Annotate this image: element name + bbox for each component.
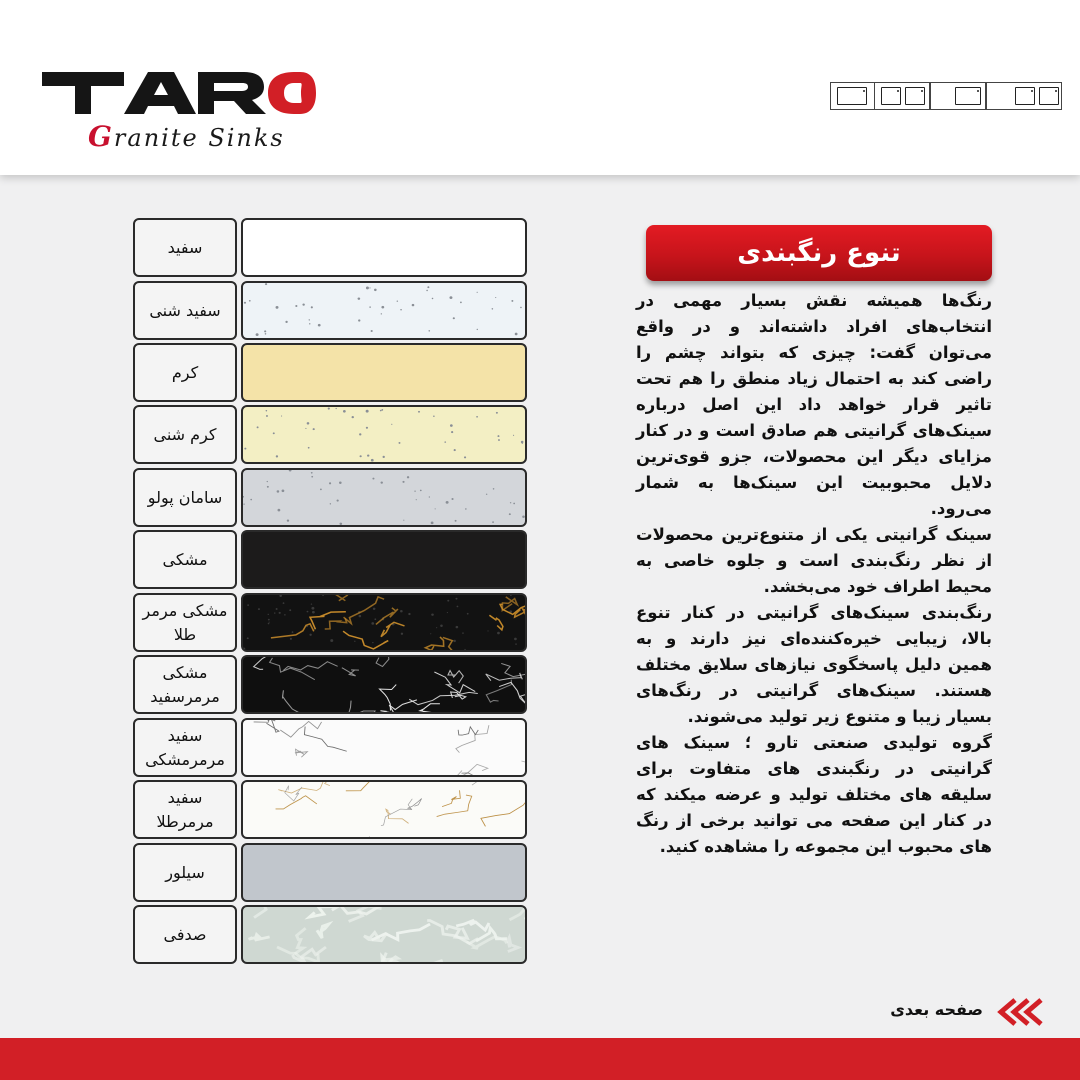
body-paragraph: گروه تولیدی صنعتی تارو ؛ سینک های گرانیتی در رنگبندی های متفاوت برای سلیقه های مختلف تولید و عرضه میکند که در کنار این صفحه می توانید برخی از رنگ های محبوب این مجموعه را مشاهده کنید. <box>636 733 992 856</box>
section-body <box>636 288 992 860</box>
swatch-label: سفید مرمرمشکی <box>133 718 237 777</box>
swatch-row <box>133 405 528 465</box>
swatch-row <box>133 655 528 715</box>
body-paragraph: رنگ‌بندی سینک‌های گرانیتی در کنار تنوع بالا، زیبایی خیره‌کننده‌ای نیز دارند و به همین دلیل پاسخگوی نیازهای سلایق مختلف هستند. سینک‌های گرانیتی در رنگ‌های بسیار زیبا و متنوع زیر تولید می‌شوند. <box>636 603 992 726</box>
body-paragraph: سینک گرانیتی یکی از متنوع‌ترین محصولات از نظر رنگ‌بندی است و جلوه خاصی به محیط اطراف خود می‌بخشد. <box>636 525 992 596</box>
swatch-row <box>133 905 528 965</box>
swatch-sample <box>241 343 527 402</box>
swatch-label: کرم شنی <box>133 405 237 464</box>
section-title: تنوع رنگبندی <box>737 238 901 268</box>
swatch-row <box>133 281 528 341</box>
double-bowl-sink-icon <box>874 82 930 110</box>
swatch-row <box>133 530 528 590</box>
next-page-button[interactable] <box>890 996 1065 1028</box>
swatch-row <box>133 218 528 278</box>
swatch-label: صدفی <box>133 905 237 964</box>
swatch-label: سامان پولو <box>133 468 237 527</box>
swatch-sample <box>241 281 527 340</box>
next-page-label: صفحه بعدی <box>890 1000 983 1019</box>
logo-tagline <box>88 120 285 153</box>
swatch-sample <box>241 718 527 777</box>
swatch-label: کرم <box>133 343 237 402</box>
swatch-row <box>133 843 528 903</box>
single-bowl-sink-icon <box>930 82 986 110</box>
swatch-sample <box>241 655 527 714</box>
swatch-label: سفید مرمرطلا <box>133 780 237 839</box>
swatch-label: مشکی مرمرسفید <box>133 655 237 714</box>
swatch-row <box>133 593 528 653</box>
swatch-sample <box>241 843 527 902</box>
swatch-sample <box>241 530 527 589</box>
swatch-row <box>133 718 528 778</box>
footer-bar <box>0 1038 1080 1080</box>
tagline-initial: G <box>88 120 114 153</box>
page-header <box>0 0 1080 175</box>
tagline-rest: ranite Sinks <box>113 124 285 152</box>
sink-models-strip <box>830 82 1062 112</box>
swatch-label: مشکی <box>133 530 237 589</box>
swatch-row <box>133 780 528 840</box>
section-title-banner <box>646 225 992 281</box>
swatch-row <box>133 468 528 528</box>
single-bowl-sink-icon <box>830 82 878 110</box>
swatch-sample <box>241 905 527 964</box>
swatch-sample <box>241 468 527 527</box>
taro-logo <box>38 62 318 122</box>
swatch-sample <box>241 593 527 652</box>
swatch-sample <box>241 405 527 464</box>
swatch-label: سفید <box>133 218 237 277</box>
body-paragraph: رنگ‌ها همیشه نقش بسیار مهمی در انتخاب‌های افراد داشته‌اند و در واقع می‌توان گفت: چیزی که بتواند چشم را راضی کند به احتمال زیاد منطق را هم تحت تاثیر قرار خواهد داد این اصل درباره سینک‌های گرانیتی هم صادق است و در کنار مزایای دیگر این محصولات، جزو قوی‌ترین دلایل محبوبیت این سینک‌ها به شمار می‌رود. <box>636 291 992 518</box>
swatch-sample <box>241 780 527 839</box>
double-bowl-sink-icon <box>986 82 1062 110</box>
swatch-label: سفید شنی <box>133 281 237 340</box>
swatch-sample <box>241 218 527 277</box>
swatch-label: سیلور <box>133 843 237 902</box>
swatch-label: مشکی مرمر طلا <box>133 593 237 652</box>
chevron-left-icon <box>997 998 1053 1026</box>
swatch-row <box>133 343 528 403</box>
